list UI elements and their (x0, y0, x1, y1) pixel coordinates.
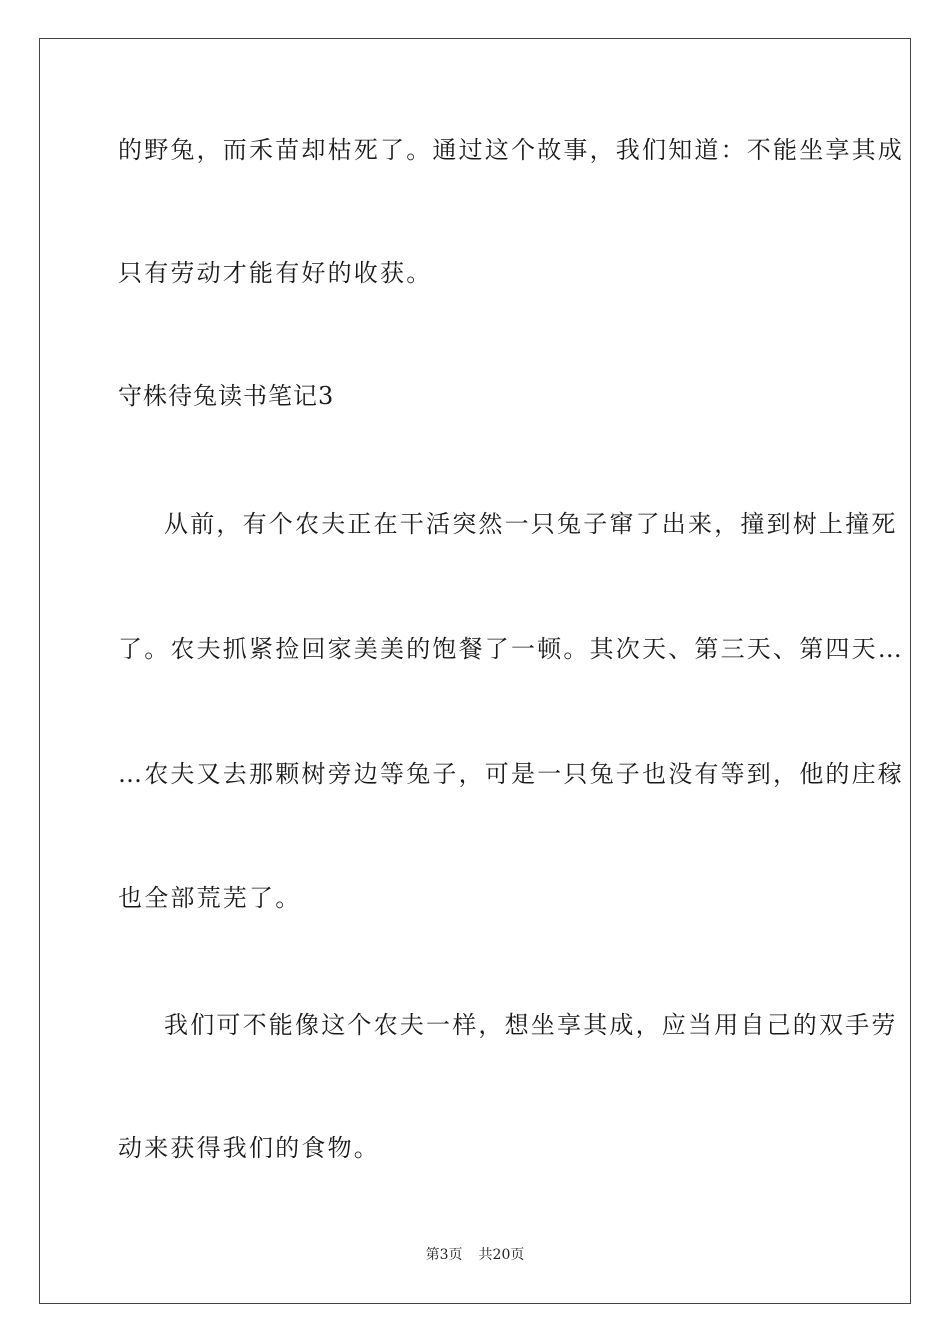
body-line-2: 只有劳动才能有好的收获。 (118, 259, 433, 287)
body-line-5: …农夫又去那颗树旁边等兔子，可是一只兔子也没有等到，他的庄稼 (118, 760, 904, 788)
page-border (39, 38, 911, 1304)
page-total: 共20页 (478, 1247, 525, 1263)
body-line-1: 的野兔，而禾苗却枯死了。通过这个故事，我们知道：不能坐享其成 (118, 136, 904, 164)
page-footer (0, 1246, 950, 1264)
body-line-8: 动来获得我们的食物。 (118, 1134, 380, 1162)
body-line-6: 也全部荒芜了。 (118, 884, 302, 912)
body-line-4: 了。农夫抓紧捡回家美美的饱餐了一顿。其次天、第三天、第四天… (118, 635, 904, 663)
page-number: 第3页 (425, 1247, 463, 1263)
body-line-7: 我们可不能像这个农夫一样，想坐享其成，应当用自己的双手劳 (164, 1011, 898, 1039)
body-line-3: 从前，有个农夫正在干活突然一只兔子窜了出来，撞到树上撞死 (164, 510, 898, 538)
section-heading: 守株待兔读书笔记3 (118, 382, 335, 410)
